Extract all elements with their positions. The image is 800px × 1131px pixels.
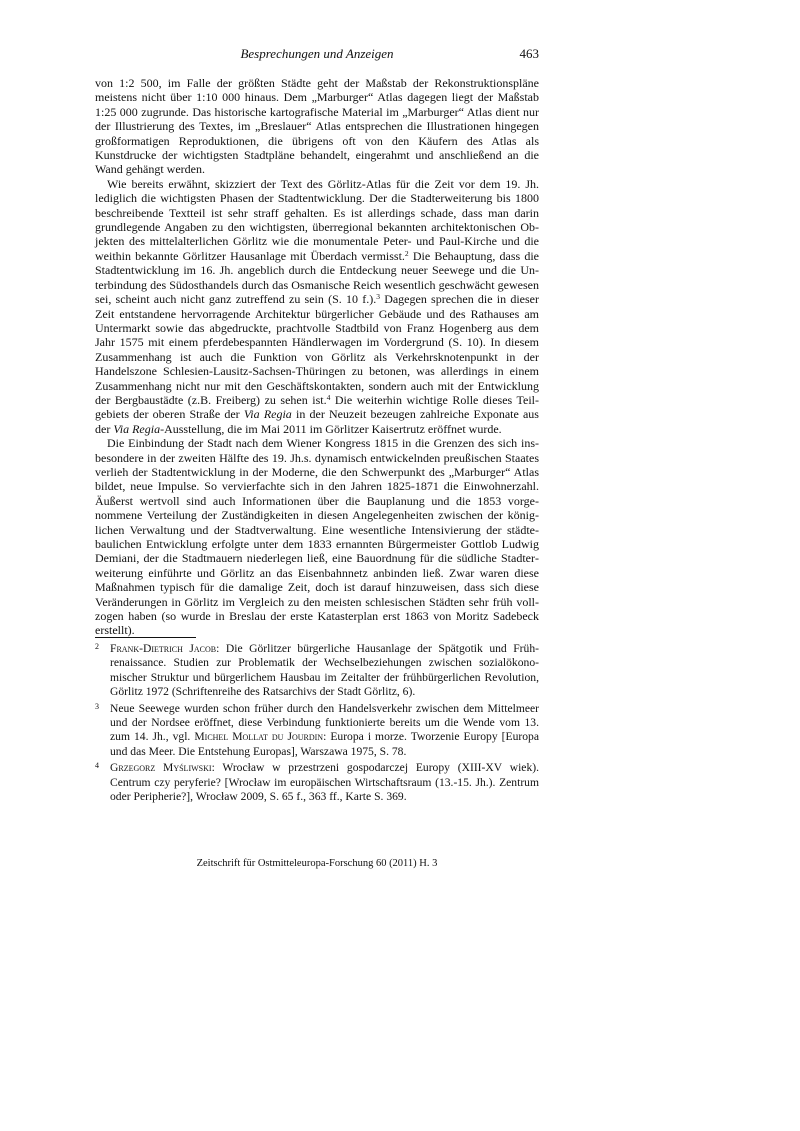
paragraph-2-part-e: in der Neuzeit bezeugen zahlreiche Exponate aus der <box>95 407 539 436</box>
footnote-text: : Die Görlitzer bürgerliche Hausanlage der Spätgotik und Frührenaissance. Studien zur Problematik der Wechselbeziehungen zwischen sozialökonomischer Struktur und bürgerlichem Hausbau im Zeitalter der frühbürgerlichen Revolution, Görlitz 1972 (Schriftenreihe des Ratsarchivs der Stadt Görlitz, 6). <box>110 642 539 699</box>
running-title: Besprechungen und Anzeigen <box>240 46 394 61</box>
footnote-number: 3 <box>95 701 99 711</box>
paragraph-2-part-f: -Ausstellung, die im Mai 2011 im Görlitzer Kaisertrutz eröffnet wurde. <box>160 421 502 436</box>
footnote-separator <box>95 637 196 638</box>
footnote-author: Grzegorz Myśliwski <box>110 761 212 775</box>
footnote-text: : Wrocław w przestrzeni gospodarczej Europy (XIII-XV wiek). Centrum czy peryferie? [Wrocław im europäischen Wirtschaftsraum (13.-15. Jh.). Zentrum oder Peripherie?], Wrocław 2009, S. 65 f., 363 ff., Karte S. 369. <box>110 761 539 804</box>
journal-footer: Zeitschrift für Ostmitteleuropa-Forschung 60 (2011) H. 3 <box>196 858 438 869</box>
paragraph-2-part-d: Die weiterhin wichtige Rolle dieses Teilgebiets der oberen Straße der <box>95 392 539 422</box>
footnote-text: : Europa i morze. Tworzenie Europy [Europa und das Meer. Die Entstehung Europas], Warszawa 1975, S. 78. <box>110 730 539 758</box>
paragraph-2-part-a: Wie bereits erwähnt, skizziert der Text des Görlitz-Atlas für die Zeit vor dem 19. Jh. lediglich die wichtigsten Phasen der Stadtentwicklung. Der die Stadterweiterung bis 1800 beschreibende Textteil ist sehr straff gehalten. Es ist allerdings schade, dass man darin grundlegende Angaben zu den wichtigsten, überregional bekannten architektonischen Objekten des mittelalterlichen Görlitz wie die monumentale Peter- und Paul-Kirche und die weithin bekannte Görlitzer Hausanlage mit Überdach vermisst. <box>95 176 539 263</box>
footnote-3 <box>95 702 539 760</box>
footnote-number: 2 <box>95 642 99 651</box>
footnote-ref-2: 2 <box>404 248 409 258</box>
running-header <box>95 46 539 64</box>
paragraph-3: Die Einbindung der Stadt nach dem Wiener Kongress 1815 in die Grenzen des sich insbesondere in der zweiten Hälfte des 19. Jh.s. dynamisch entwickelnden preußischen Staates verlieh der Stadtentwicklung in der Moderne, die den Schwerpunkt des „Marburger“ Atlas bildet, neue Impulse. So vervierfachte sich in den Jahren 1825-1871 die Einwohnerzahl. Äußerst wertvoll sind auch Informationen über die Bauplanung und die 1853 vorgenommene Verteilung der Zuständigkeiten in diesen Angelegenheiten zwischen der königlichen Verwaltung und der Stadtverwaltung. Eine wesentliche Intensivierung der städtebaulichen Entwicklung erfolgte unter dem 1833 ernannten Bürgermeister Gottlob Ludwig Demiani, der die Stadtmauern niederlegen ließ, eine Bauordnung für die südliche Stadterweiterung einführte und Görlitz an das Eisenbahnnetz anbinden ließ. Zwar waren diese Maßnahmen typisch für die damalige Zeit, doch ist darauf hinzuweisen, dass sich diese Veränderungen in Görlitz im Vergleich zu den meisten schlesischen Städten sehr früh vollzogen haben (so wurde in Breslau der erste Katasterplan erst 1863 von Moritz Sadebeck erstellt). <box>95 436 539 638</box>
via-regia-italic-1: Via Regia <box>243 407 292 422</box>
paragraph-1: von 1:2 500, im Falle der größten Städte geht der Maßstab der Rekonstruktionspläne meistens nicht über 1:10 000 hinaus. Dem „Marburger“ Atlas dagegen liegt der Maßstab 1:25 000 zugrunde. Das historische kartografische Material im „Marburger“ Atlas dient nur der Illustrierung des Textes, im „Breslauer“ Atlas entsprechen die Illustrationen hingegen großformatigen Reproduktionen, die übrigens oft von den Käufern des Atlas als Kunstdrucke der wichtigsten Stadtpläne behandelt, eingerahmt und anschließend an die Wand gehängt werden. <box>95 76 539 177</box>
footnote-ref-3: 3 <box>376 292 380 302</box>
page-number: 463 <box>519 46 539 61</box>
footnote-ref-4: 4 <box>326 392 331 402</box>
footnote-2 <box>95 642 539 700</box>
footnote-number: 4 <box>95 761 99 771</box>
via-regia-italic-2: Via Regia <box>113 421 161 436</box>
paragraph-2 <box>95 177 539 436</box>
footnote-author: Frank-Dietrich Jacob <box>110 642 217 655</box>
body-text <box>95 76 539 638</box>
footnotes <box>95 642 539 806</box>
paragraph-2-part-b: Die Behauptung, dass die Stadtentwicklung im 16. Jh. angeblich durch die Entdeckung neuer Seewege und die Unterbindung des Südosthandels durch das Osmanische Reich wesentlich geschwächt gewesen sei, scheint auch nicht ganz zutreffend zu sein (S. 10 f.). <box>95 248 539 307</box>
footnote-author: Michel Mollat du Jourdin <box>194 730 324 744</box>
paragraph-2-part-c: Dagegen sprechen die in dieser Zeit entstandene hervorragende Architektur bürgerlicher Gebäude und des Rathauses am Untermarkt sowie das abgedruckte, prachtvolle Stadtbild von Franz Hogenberg aus dem Jahr 1575 mit einem pferdebespannten Händlerwagen im Vordergrund (S. 10). In diesem Zusammenhang ist auch die Funktion von Görlitz als Verkehrsknotenpunkt in der Handelszone Schlesien-Lausitz-Sachsen-Thüringen zu betonen, was allerdings in einem Zusammenhang nicht nur mit den Geschäftskontakten, sondern auch mit der Entwicklung der Bergbaustädte (z.B. Freiberg) zu sehen ist. <box>95 292 539 407</box>
footnote-4 <box>95 761 539 804</box>
footnote-text-pre: Neue Seewege wurden schon früher durch den Handelsverkehr zwischen dem Mittelmeer und der Nordsee eröffnet, diese Verbindung funktionierte bereits um die Wende vom 13. zum 14. Jh., vgl. <box>110 701 539 744</box>
